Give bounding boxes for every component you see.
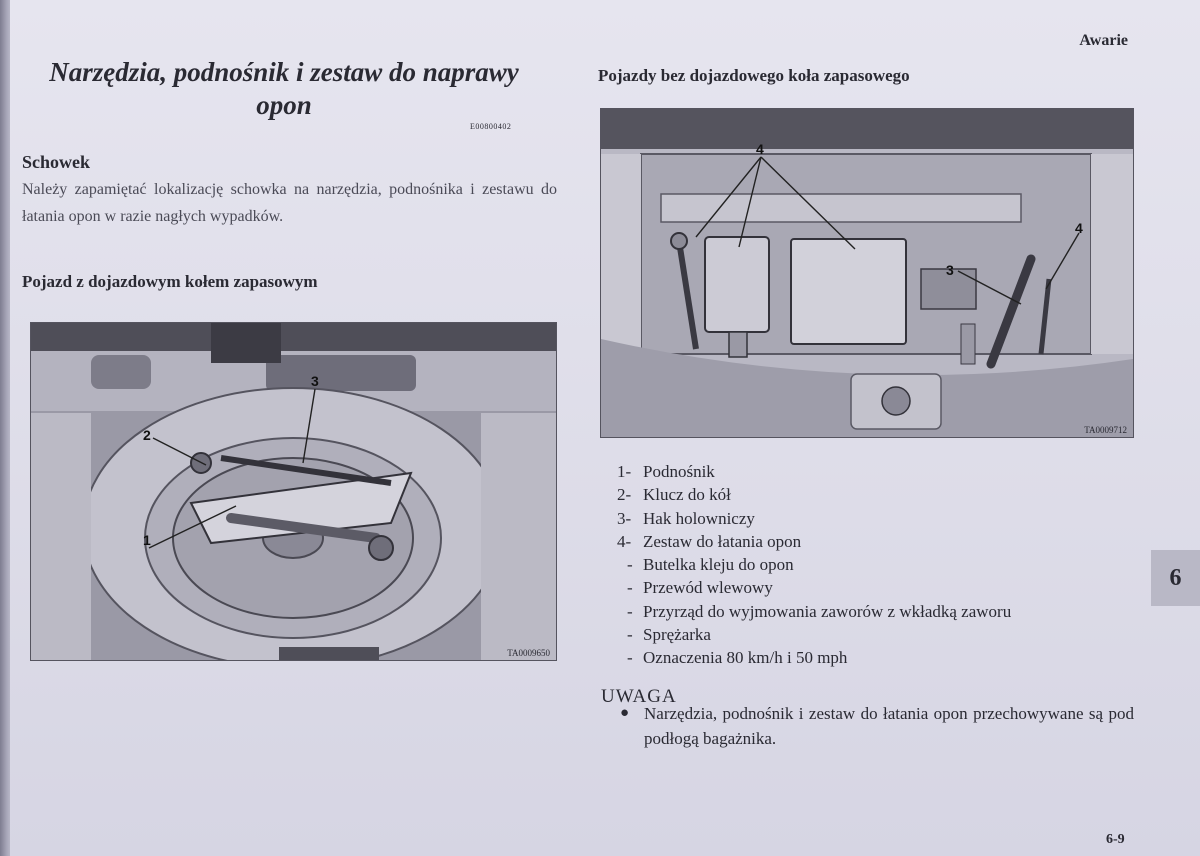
page-number: 6-9 <box>1106 832 1125 847</box>
right-callout-4-top: 4 <box>756 141 764 157</box>
schowek-heading: Schowek <box>22 152 91 172</box>
legend-subitem: - Sprężarka <box>627 625 711 645</box>
note-block <box>620 701 1134 751</box>
right-figure-code: TA0009712 <box>1084 425 1127 435</box>
legend-item: 3- Hak holowniczy <box>617 508 755 528</box>
right-callout-3: 3 <box>946 262 954 278</box>
page-title <box>20 56 548 122</box>
left-figure-heading: Pojazd z dojazdowym kołem zapasowym <box>22 272 318 291</box>
schowek-text: Należy zapamiętać lokalizację schowka na narzędzia, podnośnika i zestawu do łatania opon w razie nagłych wypadków. <box>22 181 557 225</box>
note-heading: UWAGA <box>601 686 677 707</box>
chapter-tab: 6 <box>1151 550 1200 606</box>
right-callout-4-side: 4 <box>1075 220 1083 236</box>
left-figure-code: TA0009650 <box>507 648 550 658</box>
document-code: E00800402 <box>470 122 512 131</box>
note-text: Narzędzia, podnośnik i zestaw do łatania opon przechowywane są pod podłogą bagażnika. <box>644 704 1134 748</box>
legend-subitem: - Butelka kleju do opon <box>627 555 794 575</box>
luggage-compartment-illustration <box>600 108 1134 438</box>
legend-subitem: - Oznaczenia 80 km/h i 50 mph <box>627 648 848 668</box>
legend-item: 2- Klucz do kół <box>617 485 731 505</box>
legend-subitem: - Przewód wlewowy <box>627 578 773 598</box>
legend-subitem: - Przyrząd do wyjmowania zaworów z wkładką zaworu <box>627 601 1012 621</box>
bullet-icon: ● <box>620 705 630 721</box>
left-callout-1: 1 <box>143 532 151 548</box>
section-header: Awarie <box>1079 32 1128 49</box>
left-callout-3: 3 <box>311 373 319 389</box>
page-title-line2: opon <box>256 90 312 120</box>
legend-item: 4- Zestaw do łatania opon <box>617 531 802 551</box>
page-title-line1: Narzędzia, podnośnik i zestaw do naprawy <box>49 57 519 87</box>
parts-legend <box>617 460 1011 670</box>
left-callout-2: 2 <box>143 427 151 443</box>
right-figure-heading: Pojazdy bez dojazdowego koła zapasowego <box>598 66 910 85</box>
legend-item: 1- Podnośnik <box>617 462 715 481</box>
spare-wheel-illustration <box>30 322 557 661</box>
